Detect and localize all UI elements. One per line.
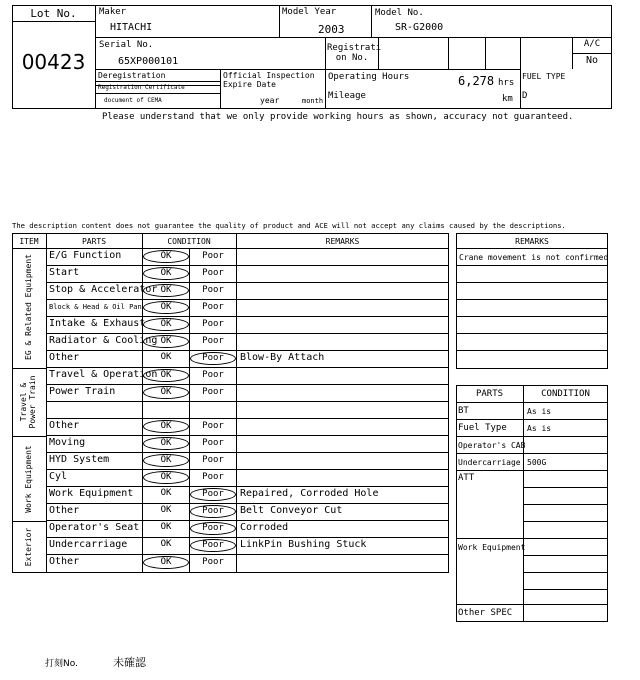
- row-divider: [46, 486, 449, 487]
- poor-mark: Poor: [190, 539, 236, 552]
- ok-mark: OK: [143, 471, 189, 484]
- mileage-label: Mileage: [328, 91, 366, 101]
- row-divider: [46, 469, 449, 470]
- ok-mark: OK: [143, 369, 189, 382]
- group-travel-power: Travel & Power Train: [19, 375, 37, 429]
- model-no-value: SR-G2000: [395, 22, 444, 33]
- row-divider: [46, 367, 449, 368]
- right-part-cond: 500G: [527, 458, 547, 467]
- col-item: ITEM: [19, 237, 39, 246]
- dereg-label: Deregistration: [98, 71, 166, 80]
- registration-label: Registrati on No.: [327, 43, 382, 63]
- right-part-name: BT: [458, 406, 469, 416]
- right-col-parts: PARTS: [475, 389, 504, 399]
- part-name: Radiator & Cooling: [49, 335, 158, 346]
- right-part-name: Operator's CAB: [458, 441, 526, 450]
- row-divider: [46, 452, 449, 453]
- poor-mark: Poor: [202, 268, 224, 278]
- poor-mark: Poor: [202, 421, 224, 431]
- ok-mark: OK: [143, 454, 189, 467]
- right-remarks-line1: Crane movement is not confirmed: [459, 253, 609, 262]
- poor-mark: Poor: [202, 455, 224, 465]
- poor-mark: Poor: [190, 352, 236, 365]
- lot-label: Lot No.: [30, 7, 77, 20]
- poor-mark: Poor: [190, 488, 236, 501]
- part-name: Undercarriage: [49, 539, 128, 550]
- poor-mark: Poor: [202, 387, 224, 397]
- part-name: Start: [49, 267, 80, 278]
- remark-text: Belt Conveyor Cut: [240, 505, 343, 516]
- ok-mark: OK: [143, 437, 189, 450]
- serial-label: Serial No.: [99, 40, 154, 50]
- right-work-equipment-label: Work Equipment: [458, 543, 526, 552]
- poor-mark: Poor: [202, 251, 224, 261]
- poor-mark: Poor: [202, 472, 224, 482]
- part-name: Intake & Exhaust: [49, 318, 146, 329]
- ok-mark: OK: [143, 420, 189, 433]
- poor-mark: Poor: [202, 336, 224, 346]
- ok-mark: OK: [160, 505, 172, 515]
- right-other-spec-label: Other SPEC: [458, 608, 513, 618]
- ok-mark: OK: [143, 335, 189, 348]
- maker-value: HITACHI: [110, 22, 153, 33]
- col-remarks: REMARKS: [325, 237, 360, 246]
- right-part-name: ATT: [458, 473, 475, 483]
- ok-mark: OK: [160, 352, 172, 362]
- poor-mark: Poor: [202, 370, 224, 380]
- remark-text: Blow-By Attach: [240, 352, 325, 363]
- stamp-value: 未確認: [113, 656, 146, 669]
- poor-mark: Poor: [202, 319, 224, 329]
- ok-mark: OK: [143, 250, 189, 263]
- model-year-value: 2003: [318, 23, 345, 36]
- inspection-label: Official Inspection Expire Date: [223, 71, 315, 89]
- remark-text: LinkPin Bushing Stuck: [240, 539, 367, 550]
- reg-cert-label: Registration Certificate: [98, 84, 185, 91]
- part-name: HYD System: [49, 454, 110, 465]
- ok-mark: OK: [160, 522, 172, 532]
- disclaimer: The description content does not guarantee the quality of product and ACE will not accept any claims caused by the descriptions.: [12, 221, 566, 230]
- part-name: Other: [49, 420, 80, 431]
- ok-mark: OK: [143, 301, 189, 314]
- fuel-type-value: D: [522, 91, 528, 101]
- right-col-condition: CONDITION: [541, 389, 590, 399]
- right-part-cond: As is: [527, 407, 552, 416]
- row-divider: [46, 350, 449, 351]
- group-eg-related: EG & Related Equipment: [24, 254, 33, 360]
- row-divider: [46, 384, 449, 385]
- model-no-label: Model No.: [375, 8, 424, 18]
- part-name: Power Train: [49, 386, 116, 397]
- part-name: Other: [49, 352, 80, 363]
- ok-mark: OK: [160, 539, 172, 549]
- part-name: E/G Function: [49, 250, 122, 261]
- km-label: km: [502, 94, 513, 104]
- row-divider: [46, 333, 449, 334]
- part-name: Other: [49, 505, 80, 516]
- year-label: year: [260, 96, 280, 105]
- ok-mark: OK: [143, 386, 189, 399]
- group-work-equipment: Work Equipment: [24, 445, 33, 513]
- row-divider: [46, 520, 449, 521]
- row-divider: [46, 554, 449, 555]
- ok-mark: OK: [160, 488, 172, 498]
- row-divider: [46, 537, 449, 538]
- ok-mark: OK: [143, 318, 189, 331]
- month-label: month: [302, 97, 324, 105]
- col-condition: CONDITION: [167, 237, 211, 246]
- ac-value: No: [585, 55, 599, 66]
- right-part-cond: As is: [527, 424, 552, 433]
- poor-mark: Poor: [202, 285, 224, 295]
- part-name: Other: [49, 556, 80, 567]
- remark-text: Repaired, Corroded Hole: [240, 488, 379, 499]
- lot-number: 00423: [21, 50, 86, 74]
- op-hours-label: Operating Hours: [328, 72, 410, 82]
- row-divider: [46, 418, 449, 419]
- part-name: Block & Head & Oil Pan: [49, 303, 142, 311]
- ac-label: A/C: [583, 39, 601, 49]
- poor-mark: Poor: [190, 505, 236, 518]
- ok-mark: OK: [143, 284, 189, 297]
- cema-label: document of CEMA: [104, 97, 162, 104]
- right-remarks-header: REMARKS: [515, 237, 549, 246]
- row-divider: [46, 282, 449, 283]
- poor-mark: Poor: [190, 522, 236, 535]
- hrs-label: hrs: [498, 78, 515, 88]
- row-divider: [46, 435, 449, 436]
- part-name: Operator's Seat: [49, 522, 140, 533]
- row-divider: [46, 265, 449, 266]
- fuel-type-label: FUEL TYPE: [522, 72, 566, 81]
- row-divider: [46, 316, 449, 317]
- part-name: Stop & Accelerator: [49, 284, 158, 295]
- poor-mark: Poor: [202, 302, 224, 312]
- maker-label: Maker: [99, 7, 127, 17]
- part-name: Travel & Operation: [49, 369, 158, 380]
- part-name: Moving: [49, 437, 86, 448]
- right-part-name: Undercarriage: [458, 458, 521, 467]
- op-hours-value: 6,278: [458, 74, 495, 88]
- row-divider: [46, 401, 449, 402]
- poor-mark: Poor: [202, 557, 224, 567]
- poor-mark: Poor: [202, 438, 224, 448]
- stamp-label: 打刻No.: [45, 659, 78, 669]
- serial-value: 65XP000101: [118, 56, 179, 67]
- row-divider: [46, 503, 449, 504]
- col-parts: PARTS: [81, 237, 107, 246]
- row-divider: [46, 299, 449, 300]
- ok-mark: OK: [143, 267, 189, 280]
- right-part-name: Fuel Type: [458, 423, 507, 433]
- part-name: Work Equipment: [49, 488, 134, 499]
- ok-mark: OK: [143, 556, 189, 569]
- remark-text: Corroded: [240, 522, 289, 533]
- model-year-label: Model Year: [282, 7, 337, 17]
- group-exterior: Exterior: [24, 527, 33, 567]
- hours-note: Please understand that we only provide working hours as shown, accuracy not guaranteed.: [102, 112, 574, 122]
- part-name: Cyl: [49, 471, 68, 482]
